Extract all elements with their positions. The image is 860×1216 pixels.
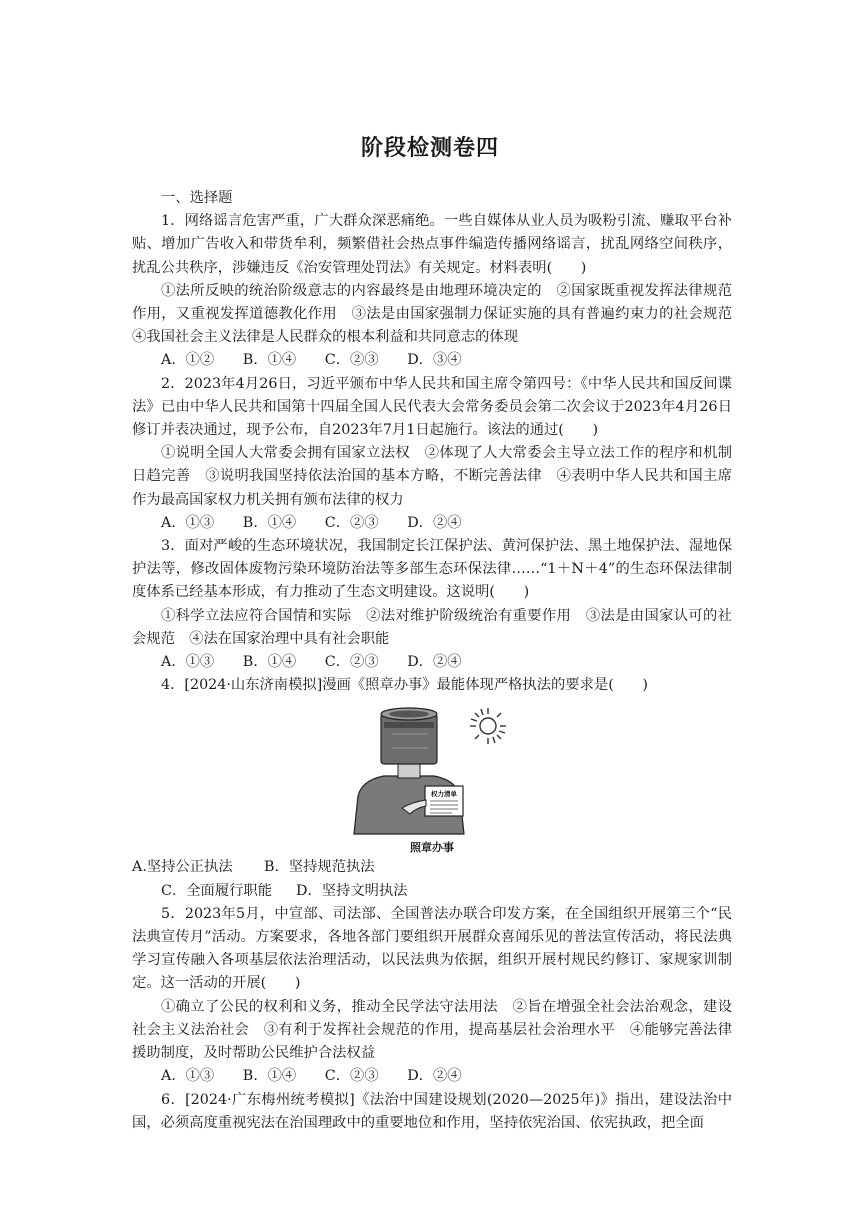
sheet-title: 权力清单 [431, 790, 457, 799]
q2-options: A．①③ B．①④ C．②③ D．②④ [161, 514, 462, 531]
q4-option-d: D．坚持文明执法 [296, 882, 408, 899]
page-title: 阶段检测卷四 [360, 135, 499, 161]
section-heading: 一、选择题 [161, 190, 233, 206]
q3-statements: ①科学立法应符合国情和实际 ②法对维护阶级统治有重要作用 ③法是由国家认可的社会规范 ④法在国家治理中具有社会职能 [132, 607, 732, 647]
q4-options-row2 [132, 880, 732, 903]
q2-stem: 2．2023年4月26日，习近平颁布中华人民共和国主席令第四号：《中华人民共和国反间谍法》已由中华人民共和国第十四届全国人民代表大会常务委员会第二次会议于2023年4月26日修订并表决通过，现予公布，自2023年7月1日起施行。该法的通过( ) [132, 375, 732, 439]
q4-stem: 4．[2024·山东济南模拟]漫画《照章办事》最能体现严格执法的要求是( ) [161, 677, 648, 694]
q1-stem: 1．网络谣言危害严重，广大群众深恶痛绝。一些自媒体从业人员为吸粉引流、赚取平台补贴、增加广告收入和带货牟利，频繁借社会热点事件编造传播网络谣言，扰乱网络空间秩序，扰乱公共秩序，涉嫌违反《治安管理处罚法》有关规定。材料表明( ) [132, 213, 732, 276]
q4-options-row1 [132, 856, 732, 879]
q1-statements: ①法所反映的统治阶级意志的内容最终是由地理环境决定的 ②国家既重视发挥法律规范作用，又重视发挥道德教化作用 ③法是由国家强制力保证实施的具有普遍约束力的社会规范 ④我国社会主义法律是人民群众的根本利益和共同意志的体现 [132, 282, 747, 346]
q4-option-b: B．坚持规范执法 [264, 859, 375, 876]
power-list-sheet [425, 786, 463, 816]
q2-statements: ①说明全国人大常委会拥有国家立法权 ②体现了人大常委会主导立法工作的程序和机制日趋完善 ③说明我国坚持依法治国的基本方略，不断完善法律 ④表明中华人民共和国主席作为最高国家权力机关拥有颁布法律的权力 [132, 445, 732, 508]
cartoon-illustration [332, 704, 532, 836]
stamp-head [381, 708, 437, 764]
q5-statements: ①确立了公民的权利和义务，推动全民学法守法用法 ②旨在增强全社会法治观念，建设社会主义法治社会 ③有利于发挥社会规范的作用，提高基层社会治理水平 ④能够完善法律援助制度，及时帮助公民维护合法权益 [132, 998, 732, 1062]
q5-stem: 5．2023年5月，中宣部、司法部、全国普法办联合印发方案，在全国组织开展第三个“民法典宣传月”活动。方案要求，各地各部门要组织开展群众喜闻乐见的普法宣传活动，将民法典学习宣传融入各项基层依法治理活动，以民法典为依据，组织开展村规民约修订、家规家训制定。这一活动的开展( ) [132, 905, 732, 992]
q3-stem: 3．面对严峻的生态环境状况，我国制定长江保护法、黄河保护法、黑土地保护法、湿地保护法等，修改固体废物污染环境防治法等多部生态环保法律……“1＋N＋4”的生态环保法律制度体系已经基本形成，有力推动了生态文明建设。这说明( ) [132, 538, 732, 601]
sun-icon [470, 708, 506, 744]
q3-options: A．①③ B．①④ C．②③ D．②④ [161, 654, 462, 671]
q4-option-a: A.坚持公正执法 [132, 859, 233, 876]
q1-options: A．①② B．①④ C．②③ D．③④ [161, 352, 462, 369]
question-body [132, 187, 747, 1135]
cartoon-figure [132, 704, 732, 855]
cartoon-caption: 照章办事 [410, 841, 454, 855]
q6-stem: 6．[2024·广东梅州统考模拟]《法治中国建设规划(2020—2025年)》指出，建设法治中国，必须高度重视宪法在治国理政中的重要地位和作用，坚持依宪治国、依宪执政，把全面 [132, 1091, 732, 1131]
q5-options: A．①③ B．①④ C．②③ D．②④ [161, 1068, 462, 1085]
q4-option-c: C．全面履行职能 [161, 882, 273, 899]
